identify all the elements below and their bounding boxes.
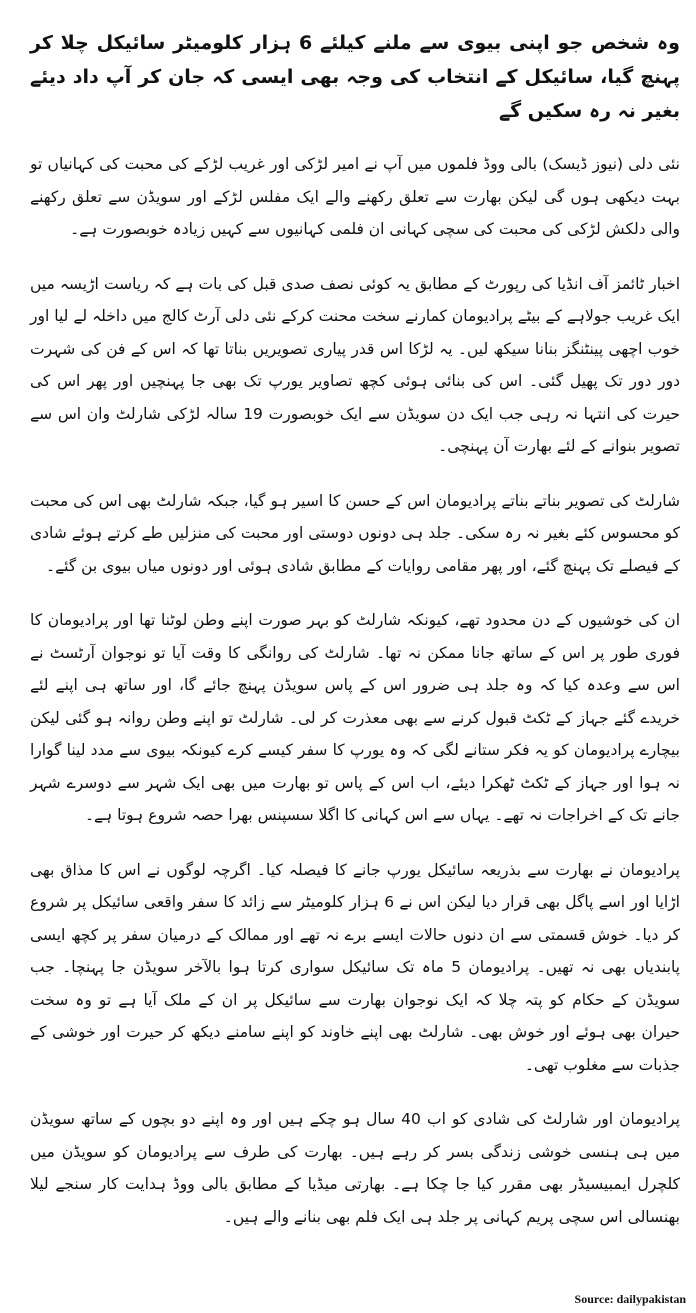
paragraph-intro: نئی دلی (نیوز ڈیسک) بالی ووڈ فلموں میں آپ نے امیر لڑکی اور غریب لڑکے کی محبت کی کہانیاں تو بہت دیکھی ہوں گی لیکن بھارت سے تعلق رکھنے والے ایک مفلس لڑکے اور سویڈن سے تعلق رکھنے والی دلکش لڑکی کی محبت کی سچی کہانی ان فلمی کہانیوں سے کہیں زیادہ خوبصورت ہے۔ [30, 155, 680, 238]
source-credit: Source: dailypakistan [574, 1292, 686, 1306]
paragraph-separation: ان کی خوشیوں کے دن محدود تھے، کیونکہ شارلٹ کو بہر صورت اپنے وطن لوٹنا تھا اور پرادیومان کا فوری طور پر اس کے ساتھ جانا ممکن نہ تھا۔ شارلٹ کی روانگی کا وقت آیا تو نوجوان آرٹسٹ نے اس سے وعدہ کیا کہ وہ جلد ہی ضرور اس کے پاس سویڈن پہنچ جائے گا، اور ساتھ ہی اپنے لئے خریدے گئے جہاز کے ٹکٹ قبول کرنے سے بھی معذرت کر لی۔ شارلٹ تو اپنے وطن روانہ ہو گئی لیکن بیچارے پرادیومان کو یہ فکر ستانے لگی کہ وہ یورپ کا سفر کیسے کرے کیونکہ بیوی سے مدد لینا گوارا نہ ہوا اور جہاز کے ٹکٹ ٹھکرا دیئے، اب اس کے پاس تو بھارت میں بھی ایک شہر سے دوسرے شہر جانے تک کے اخراجات نہ تھے۔ یہاں سے اس کہانی کا اگلا سسپنس بھرا حصہ شروع ہوتا ہے۔ [30, 611, 680, 824]
paragraph-background: اخبار ٹائمز آف انڈیا کی رپورٹ کے مطابق یہ کوئی نصف صدی قبل کی بات ہے کہ ریاست اڑیسہ میں ایک غریب جولاہے کے بیٹے پرادیومان کمارنے سخت محنت کرکے نئی دلی آرٹ کالج میں داخلہ لے لیا اور خوب اچھی پینٹنگز بنانا سیکھ لیں۔ یہ لڑکا اس قدر پیاری تصویریں بناتا تھا کہ اس کے فن کی شہرت دور دور تک پھیل گئی۔ اس کی بنائی ہوئی کچھ تصاویر یورپ تک بھی جا پہنچیں اور پھر اس کی حیرت کی انتہا نہ رہی جب ایک دن سویڈن سے ایک خوبصورت 19 سالہ لڑکی شارلٹ وان اس سے تصویر بنوانے کے لئے بھارت آن پہنچی۔ [30, 274, 680, 455]
article [30, 26, 680, 1255]
headline: وہ شخص جو اپنی بیوی سے ملنے کیلئے 6 ہزار کلومیٹر سائیکل چلا کر پہنچ گیا، سائیکل کے انتخاب کی وجہ بھی ایسی کہ جان کر آپ داد دیئے بغیر نہ رہ سکیں گے [30, 32, 680, 122]
paragraph-romance: شارلٹ کی تصویر بناتے بناتے پرادیومان اس کے حسن کا اسیر ہو گیا، جبکہ شارلٹ بھی اس کی محبت کو محسوس کئے بغیر نہ رہ سکی۔ جلد ہی دونوں دوستی اور محبت کی منزلیں طے کرتے ہوئے شادی کے فیصلے تک پہنچ گئے، اور پھر مقامی روایات کے مطابق شادی ہوئی اور دونوں میاں بیوی بن گئے۔ [30, 491, 680, 575]
paragraph-ending: پرادیومان اور شارلٹ کی شادی کو اب 40 سال ہو چکے ہیں اور وہ اپنے دو بچوں کے ساتھ سویڈن میں ہی ہنسی خوشی زندگی بسر کر رہے ہیں۔ بھارت کی طرف سے پرادیومان کو سویڈن میں کلچرل ایمبیسیڈر بھی مقرر کیا جا چکا ہے۔ بھارتی میڈیا کے مطابق بالی ووڈ ہدایت کار سنجے لیلا بھنسالی اس سچی پریم کہانی پر جلد ہی ایک فلم بھی بنانے والے ہیں۔ [30, 1110, 680, 1226]
paragraph-journey: پرادیومان نے بھارت سے بذریعہ سائیکل یورپ جانے کا فیصلہ کیا۔ اگرچہ لوگوں نے اس کا مذاق بھی اڑایا اور اسے پاگل بھی قرار دیا لیکن اس نے 6 ہزار کلومیٹر سے زائد کا سفر واقعی سائیکل پر شروع کر دیا۔ خوش قسمتی سے ان دنوں حالات ایسے برے نہ تھے اور ممالک کے درمیان سفر پر کچھ ایسی پابندیاں بھی نہ تھیں۔ پرادیومان 5 ماہ تک سائیکل سواری کرتا ہوا بالآخر سویڈن جا پہنچا۔ جب سویڈن کے حکام کو پتہ چلا کہ ایک نوجوان بھارت سے سائیکل پر ان کے ملک آیا ہے تو وہ سخت حیران بھی ہوئے اور خوش بھی۔ شارلٹ بھی اپنے خاوند کو اپنے سامنے دیکھ کر حیرت اور خوشی کے جذبات سے مغلوب تھی۔ [30, 860, 680, 1074]
